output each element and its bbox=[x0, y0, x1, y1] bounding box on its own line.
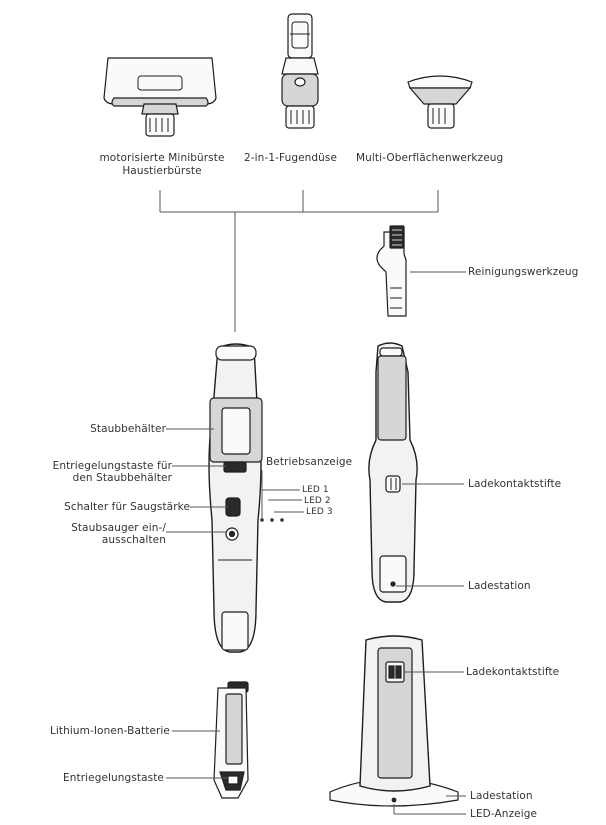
label-lithium-battery: Lithium-Ionen-Batterie bbox=[49, 725, 170, 737]
label-dock-charging-station: Ladestation bbox=[470, 790, 533, 802]
label-back-charging-station: Ladestation bbox=[468, 580, 531, 592]
charging-dock-illustration bbox=[330, 636, 458, 806]
label-suction-switch: Schalter für Saugstärke bbox=[64, 501, 190, 513]
handheld-vacuum-back-illustration bbox=[369, 343, 417, 602]
label-led-2: LED 2 bbox=[304, 496, 331, 506]
label-battery-release: Entriegelungstaste bbox=[63, 772, 164, 784]
label-motorized-minibrush: motorisierte Minibürste Haustierbürste bbox=[99, 152, 225, 177]
label-status-indicator: Betriebsanzeige bbox=[266, 456, 353, 468]
label-cleaning-tool: Reinigungswerkzeug bbox=[468, 266, 579, 278]
label-dock-charging-pins: Ladekontaktstifte bbox=[466, 666, 560, 678]
battery-illustration bbox=[214, 682, 248, 798]
multisurface-tool-illustration bbox=[408, 76, 472, 128]
cleaning-tool-illustration bbox=[377, 226, 466, 316]
label-power-button: Staubsauger ein-/ ausschalten bbox=[71, 522, 166, 546]
label-dust-container: Staubbehälter bbox=[90, 423, 166, 435]
label-back-charging-pins: Ladekontaktstifte bbox=[468, 478, 562, 490]
label-crevice-tool: 2-in-1-Fugendüse bbox=[244, 152, 338, 164]
motorized-minibrush-illustration bbox=[104, 58, 216, 136]
handheld-vacuum-front-illustration bbox=[209, 344, 262, 652]
label-led-1: LED 1 bbox=[302, 485, 329, 495]
label-dust-container-release: Entriegelungstaste für den Staubbehälter bbox=[52, 460, 172, 484]
label-multisurface-tool: Multi-Oberflächenwerkzeug bbox=[356, 152, 504, 164]
label-led-3: LED 3 bbox=[306, 507, 333, 517]
label-dock-led-indicator: LED-Anzeige bbox=[470, 808, 538, 820]
crevice-tool-illustration bbox=[282, 14, 318, 128]
